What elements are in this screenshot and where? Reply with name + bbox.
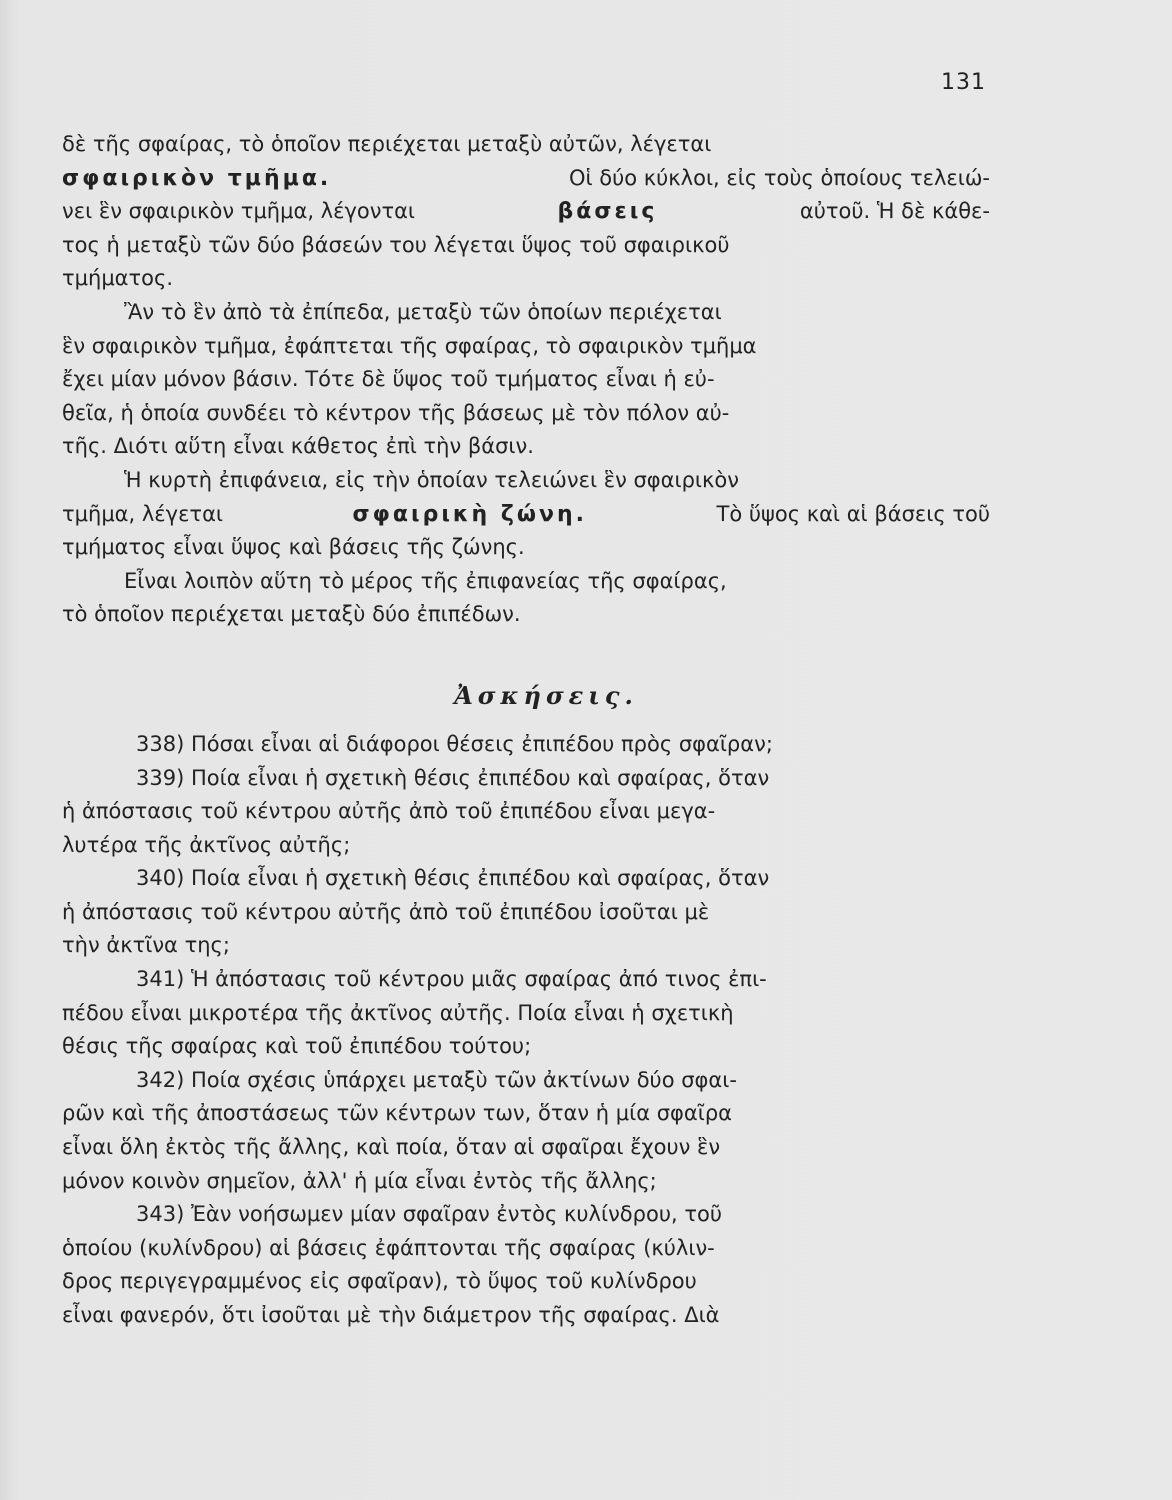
text-line [62,330,990,364]
line-text: Οἱ δύο κύκλοι, εἰς τοὺς ὁποίους τελειώ- [568,165,990,190]
exercise-line [62,1064,990,1098]
line-text: αὐτοῦ. Ἡ δὲ κάθε- [799,199,990,224]
exercise-line [62,728,990,762]
line-text: λυτέρα τῆς ἀκτῖνος αὐτῆς; [62,832,351,857]
exercise-line [62,997,990,1031]
line-text: ἓν σφαιρικὸν τμῆμα, ἐφάπτεται τῆς σφαίρας, τὸ σφαιρικὸν τμῆμα [62,333,757,358]
line-text: θέσις τῆς σφαίρας καὶ τοῦ ἐπιπέδου τούτου; [62,1034,532,1059]
exercise-line [62,1198,990,1232]
text-line [62,565,990,599]
line-text: 343) Ἐὰν νοήσωμεν μίαν σφαῖραν ἐντὸς κυλίνδρου, τοῦ [136,1202,722,1227]
exercise-line [62,929,990,963]
exercise-line [62,1165,990,1199]
line-text: 342) Ποία σχέσις ὑπάρχει μεταξὺ τῶν ἀκτίνων δύο σφαι- [136,1067,737,1092]
line-text: Τὸ ὕψος καὶ αἱ βάσεις τοῦ [716,501,990,526]
line-text: πέδου εἶναι μικροτέρα τῆς ἀκτῖνος αὐτῆς. Ποία εἶναι ἡ σχετικὴ [62,1000,734,1025]
line-text: ἔχει μίαν μόνον βάσιν. Τότε δὲ ὕψος τοῦ τμήματος εἶναι ἡ εὐ- [62,367,715,392]
line-text: Εἶναι λοιπὸν αὕτη τὸ μέρος τῆς ἐπιφανείας τῆς σφαίρας, [124,568,727,593]
text-line [62,195,990,229]
line-text: τμῆμα, λέγεται [62,501,224,526]
line-text: τμήματος. [62,266,174,291]
exercise-line [62,1299,990,1333]
text-line [62,531,990,565]
line-text: δὲ τῆς σφαίρας, τὸ ὁποῖον περιέχεται μεταξὺ αὐτῶν, λέγεται [62,132,712,156]
line-text: ρῶν καὶ τῆς ἀποστάσεως τῶν κέντρων των, ὅταν ἡ μία σφαῖρα [62,1101,733,1126]
line-text: Ἂν τὸ ἓν ἀπὸ τὰ ἐπίπεδα, μεταξὺ τῶν ὁποίων περιέχεται [124,299,722,324]
text-line [62,464,990,498]
line-text: τὴν ἀκτῖνα της; [62,933,230,958]
exercise-line [62,1131,990,1165]
line-text: 340) Ποία εἶναι ἡ σχετικὴ θέσις ἐπιπέδου καὶ σφαίρας, ὅταν [136,866,770,891]
exercise-line [62,795,990,829]
line-text: θεῖα, ἡ ὁποία συνδέει τὸ κέντρον τῆς βάσεως μὲ τὸν πόλον αὐ- [62,400,730,425]
exercise-line [62,1232,990,1266]
line-text: ἡ ἀπόστασις τοῦ κέντρου αὐτῆς ἀπὸ τοῦ ἐπιπέδου ἰσοῦται μὲ [62,899,710,924]
line-text: τος ἡ μεταξὺ τῶν δύο βάσεών του λέγεται ὕψος τοῦ σφαιρικοῦ [62,232,730,257]
line-text: 339) Ποία εἶναι ἡ σχετικὴ θέσις ἐπιπέδου καὶ σφαίρας, ὅταν [136,765,770,790]
exercise-line [62,1030,990,1064]
line-text: ὁποίου (κυλίνδρου) αἱ βάσεις ἐφάπτονται τῆς σφαίρας (κύλιν- [62,1235,715,1260]
text-line [62,162,990,196]
exercise-line [62,1097,990,1131]
text-line [62,229,990,263]
line-text: τῆς. Διότι αὕτη εἶναι κάθετος ἐπὶ τὴν βάσιν. [62,434,534,459]
line-text: δρος περιγεγραμμένος εἰς σφαῖραν), τὸ ὕψος τοῦ κυλίνδρου [62,1269,697,1294]
exercise-line [62,829,990,863]
text-line [62,430,990,464]
line-text: 341) Ἡ ἀπόστασις τοῦ κέντρου μιᾶς σφαίρας ἀπό τινος ἐπι- [136,967,767,992]
term-bases: βάσεις [557,199,658,225]
exercise-line [62,1265,990,1299]
text-line [62,262,990,296]
text-line [62,296,990,330]
page-number: 131 [941,70,986,95]
exercise-line [62,862,990,896]
body-text [62,128,990,1333]
line-text: εἶναι ὅλη ἐκτὸς τῆς ἄλλης, καὶ ποία, ὅταν αἱ σφαῖραι ἔχουν ἓν [62,1135,721,1160]
text-line [62,498,990,532]
term-spherical-zone: σφαιρικὴ ζώνη. [352,501,587,527]
text-line [62,128,990,162]
line-text: εἶναι φανερόν, ὅτι ἰσοῦται μὲ τὴν διάμετρον τῆς σφαίρας. Διὰ [62,1303,720,1327]
text-line [62,363,990,397]
line-text: τμήματος εἶναι ὕψος καὶ βάσεις τῆς ζώνης. [62,535,525,560]
text-line [62,397,990,431]
term-spherical-segment: σφαιρικὸν τμῆμα. [62,165,332,191]
line-text: τὸ ὁποῖον περιέχεται μεταξὺ δύο ἐπιπέδων. [62,602,521,627]
line-text: ἡ ἀπόστασις τοῦ κέντρου αὐτῆς ἀπὸ τοῦ ἐπιπέδου εἶναι μεγα- [62,799,716,824]
line-text: 338) Πόσαι εἶναι αἱ διάφοροι θέσεις ἐπιπέδου πρὸς σφαῖραν; [136,731,773,756]
line-text: νει ἓν σφαιρικὸν τμῆμα, λέγονται [62,199,416,224]
text-line [62,598,990,632]
line-text: μόνον κοινὸν σημεῖον, ἀλλ' ἡ μία εἶναι ἐντὸς τῆς ἄλλης; [62,1168,657,1193]
exercises-heading: Ἀσκήσεις. [454,680,638,710]
exercise-line [62,762,990,796]
exercise-line [62,896,990,930]
line-text: Ἡ κυρτὴ ἐπιφάνεια, εἰς τὴν ὁποίαν τελειώνει ἓν σφαιρικὸν [124,467,739,492]
exercise-line [62,963,990,997]
